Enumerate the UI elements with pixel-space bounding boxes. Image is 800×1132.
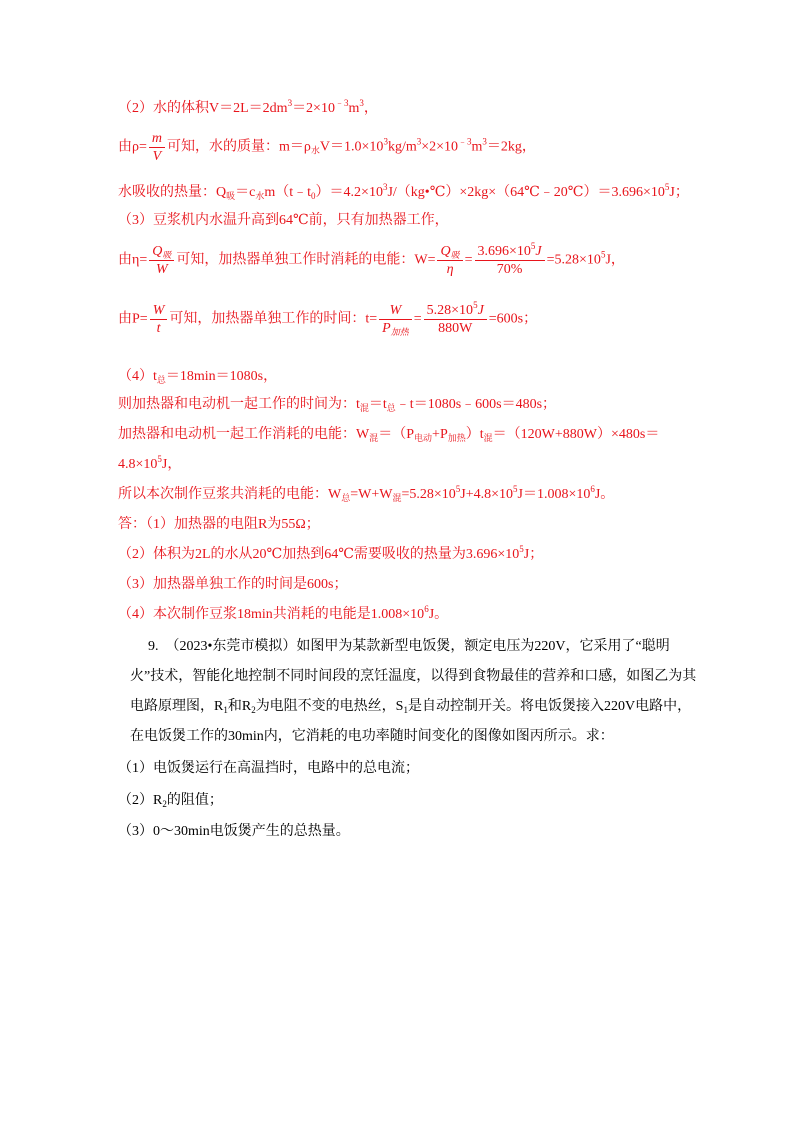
text: ＝（P (378, 427, 415, 442)
text: 由P (118, 311, 140, 327)
text: 在电饭煲工作的30min内，它消耗的电功率随时间变化的图像如图丙所示。求： (130, 729, 614, 744)
answer-line-2 (118, 545, 543, 565)
answer-line-4 (118, 605, 448, 625)
fraction-w-over-t (150, 302, 168, 337)
question-part-1 (118, 759, 419, 779)
text: J+4.8×10 (460, 487, 514, 502)
text: ＝2×10 (292, 101, 335, 116)
sup: 6 (424, 604, 429, 614)
text: （4）本次制作豆浆18min共消耗的电能是1.008×10 (118, 607, 425, 622)
text: （4）t (118, 369, 157, 384)
sub: 混 (483, 433, 493, 443)
sub: 加热 (447, 433, 466, 443)
text: =W+W (350, 487, 393, 502)
sup: ﹣3 (334, 98, 349, 108)
fraction-m-over-v (149, 130, 165, 165)
answer-line-3 (118, 575, 347, 595)
sub: 2 (251, 705, 256, 715)
text: J＝1.008×10 (517, 487, 591, 502)
text: J。 (428, 607, 449, 622)
solution-line-volume (118, 99, 378, 119)
text: m (471, 139, 483, 155)
sub: 0 (311, 191, 316, 201)
text: 和R (227, 699, 252, 714)
text: ＝（120W+880W）×480s＝ (492, 427, 660, 442)
text: 加热器和电动机一起工作消耗的电能：W (118, 427, 370, 442)
sup: 3 (416, 136, 422, 147)
frac-den: V (152, 149, 162, 164)
text: V＝1.0×10 (319, 139, 384, 155)
sub: 总 (341, 493, 351, 503)
fraction-value (424, 302, 487, 337)
text: +P (432, 427, 448, 442)
fraction-value (475, 243, 545, 278)
text: ＝2kg， (486, 139, 536, 155)
sub: 电动 (414, 433, 433, 443)
sub: 总 (386, 403, 396, 413)
frac-num: W (379, 302, 412, 320)
text: m (348, 101, 360, 116)
text: J； (669, 185, 689, 200)
text: =600s； (488, 311, 538, 327)
fraction-w-over-p (379, 302, 412, 337)
text: ×2×10 (421, 139, 459, 155)
text: 则加热器和电动机一起工作的时间为：t (118, 397, 360, 412)
fraction-q-over-w (149, 243, 174, 278)
text: 火”技术，智能化地控制不同时间段的烹饪温度，以得到食物最佳的营养和口感，如图乙为其 (130, 669, 697, 684)
text: =5.28×10 (546, 252, 601, 268)
frac-den: η (446, 262, 454, 277)
text: ﹣t＝1080s﹣600s＝480s； (395, 397, 557, 412)
frac-den: 880W (438, 321, 473, 336)
frac-num (475, 243, 545, 261)
text: kg/m (387, 139, 417, 155)
solution-line-mixed-energy-value (118, 455, 181, 475)
sup: 5 (600, 249, 606, 260)
solution-line-mixed-energy (118, 425, 659, 445)
solution-line-mass (118, 130, 536, 165)
sup: 5 (519, 544, 524, 554)
frac-den (379, 320, 412, 337)
sup: 5 (473, 300, 478, 310)
text: ）＝4.2×10 (315, 185, 383, 200)
sup: 5 (455, 484, 461, 494)
sub: 混 (359, 403, 369, 413)
text: 3.696×10 (477, 244, 531, 259)
sub: 吸 (450, 250, 460, 260)
text: （3）豆浆机内水温升高到64℃前，只有加热器工作， (118, 213, 449, 228)
text: = (139, 311, 148, 327)
frac-num: m (149, 130, 165, 148)
sup: 3 (383, 136, 388, 147)
solution-line-time (118, 302, 537, 337)
text: J； (523, 547, 544, 562)
solution-line-mixed-time (118, 395, 556, 415)
text: 水吸收的热量：Q (118, 185, 227, 200)
sup: 6 (590, 484, 595, 494)
text: ＝18min＝1080s， (165, 369, 278, 384)
solution-line-total-energy (118, 485, 614, 505)
sup: 3 (382, 182, 388, 192)
text: 由ρ= (118, 139, 147, 155)
text: ）t (465, 427, 484, 442)
text: 4.8×10 (118, 457, 158, 472)
text: 由η= (118, 252, 148, 268)
question-part-3 (118, 822, 350, 842)
sup: 5 (157, 454, 162, 464)
solution-line-heater-only (118, 211, 449, 231)
sub: 混 (392, 493, 402, 503)
text: = (413, 311, 422, 327)
question-line-3 (130, 697, 691, 717)
frac-den: 70% (496, 262, 523, 277)
text: ＝t (368, 397, 387, 412)
text: m（t﹣t (264, 185, 312, 200)
text: = (369, 311, 378, 327)
text: （1）电饭煲运行在高温挡时，电路中的总电流； (118, 761, 419, 776)
text: J (477, 303, 484, 318)
frac-num (424, 302, 487, 320)
sup: 5 (513, 484, 518, 494)
text: J (535, 244, 542, 259)
text: 可知，水的质量：m＝ρ (167, 139, 311, 155)
sup: 3 (359, 98, 364, 108)
sub: 1 (223, 705, 228, 715)
frac-num (437, 243, 462, 261)
sub: 1 (403, 705, 408, 715)
text: （3）0～30min电饭煲产生的总热量。 (118, 824, 350, 839)
sup: ﹣3 (458, 136, 472, 147)
text: =5.28×10 (401, 487, 456, 502)
sup: 5 (530, 241, 536, 251)
solution-line-energy (118, 243, 625, 278)
frac-num (149, 243, 174, 261)
text: 所以本次制作豆浆共消耗的电能：W (118, 487, 342, 502)
question-line-2 (130, 667, 696, 687)
text: P (382, 321, 391, 336)
text: 可知，加热器单独工作时消耗的电能：W= (176, 252, 436, 268)
text: J。 (594, 487, 615, 502)
sub: 总 (156, 375, 166, 385)
fraction-q-over-eta (437, 243, 462, 278)
text: ＝c (235, 185, 256, 200)
question-part-2 (118, 791, 223, 811)
text: ， (363, 101, 378, 116)
sub: 吸 (162, 250, 172, 260)
frac-den: t (156, 321, 161, 336)
sup: 3 (482, 136, 487, 147)
text: 是自动控制开关。将电饭煲接入220V电路中， (407, 699, 692, 714)
sub: 加热 (390, 327, 409, 337)
sub: 水 (310, 145, 320, 156)
solution-line-total-time (118, 367, 277, 387)
text: Q (440, 244, 451, 259)
text: J， (161, 457, 182, 472)
sub: 水 (255, 191, 265, 201)
sub: 混 (369, 433, 379, 443)
text: 为电阻不变的电热丝，S (255, 699, 404, 714)
text: 9. （2023•东莞市模拟）如图甲为某款新型电饭煲，额定电压为220V，它采用了“聪明 (148, 639, 670, 654)
text: 答：（1）加热器的电阻R为55Ω； (118, 517, 320, 532)
answer-line-1 (118, 515, 320, 535)
text: Q (152, 244, 163, 259)
text: （2）水的体积V＝2L＝2dm (118, 101, 288, 116)
text: 的阻值； (166, 793, 223, 808)
solution-line-heat (118, 183, 689, 203)
text: 电路原理图，R (130, 699, 224, 714)
text: （2）R (118, 793, 163, 808)
text: （2）体积为2L的水从20℃加热到64℃需要吸收的热量为3.696×10 (118, 547, 520, 562)
sup: 3 (287, 98, 293, 108)
question-line-4 (130, 727, 614, 747)
text: J， (605, 252, 625, 268)
sub: 2 (162, 799, 167, 809)
sub: 吸 (226, 191, 236, 201)
text: J/（kg•℃）×2kg×（64℃﹣20℃）＝3.696×10 (387, 185, 665, 200)
text: 5.28×10 (426, 303, 474, 318)
sup: 5 (664, 182, 670, 192)
question-line-1 (148, 637, 670, 657)
frac-den: W (155, 262, 168, 277)
text: 可知，加热器单独工作的时间：t (169, 311, 370, 327)
frac-num: W (150, 302, 168, 320)
text: = (464, 252, 473, 268)
text: （3）加热器单独工作的时间是600s； (118, 577, 348, 592)
